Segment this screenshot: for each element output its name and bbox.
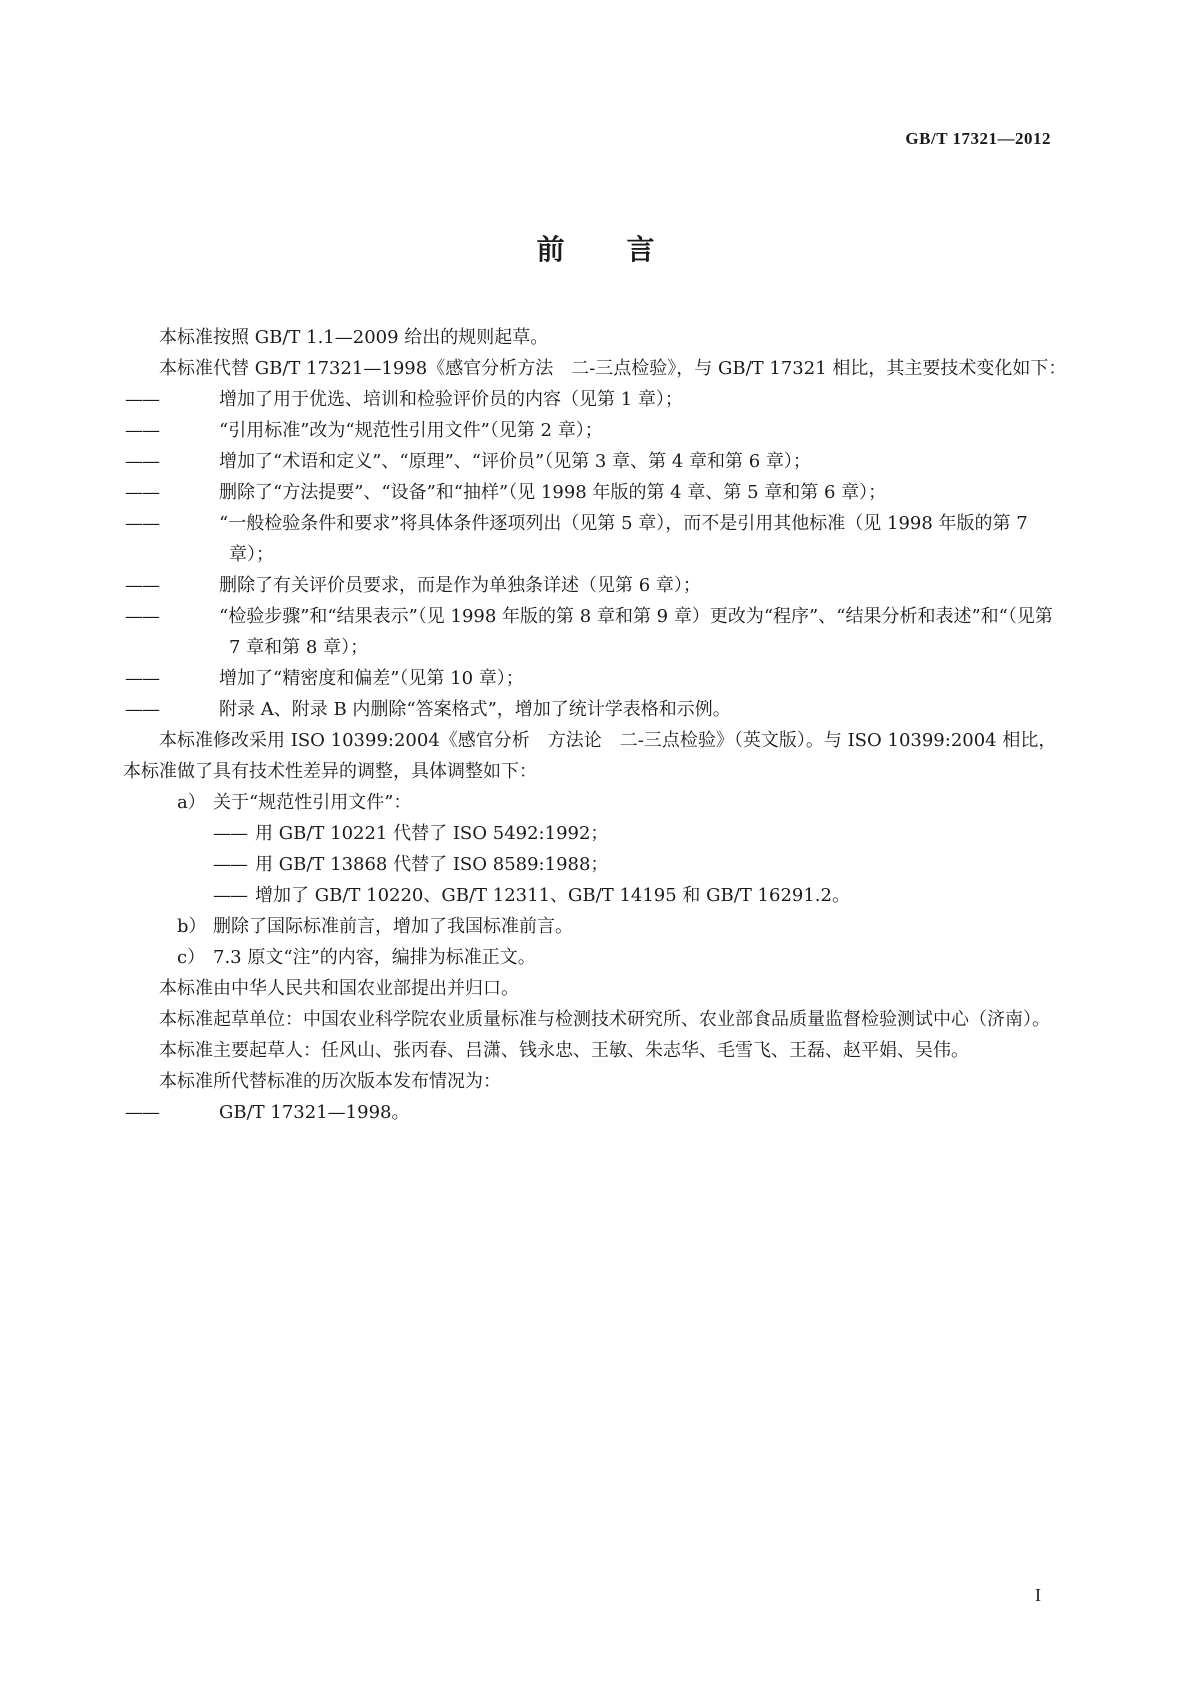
paragraph-replaces: 本标准代替 GB/T 17321—1998《感官分析方法 二-三点检验》，与 GB/T 17321 相比，其主要技术变化如下： (159, 358, 1067, 379)
change-item: —— 删除了有关评价员要求，而是作为单独条详述（见第 6 章）； (125, 575, 701, 596)
paragraph-history-intro: 本标准所代替标准的历次版本发布情况为： (159, 1071, 501, 1092)
change-item: —— 附录 A、附录 B 内删除“答案格式”，增加了统计学表格和示例。 (125, 699, 731, 720)
paragraph-proposer: 本标准由中华人民共和国农业部提出并归口。 (159, 978, 519, 999)
sub-item: —— 用 GB/T 13868 代替了 ISO 8589:1988； (213, 854, 609, 875)
standard-code: GB/T 17321—2012 (905, 129, 1051, 148)
paragraph-drafting-rules: 本标准按照 GB/T 1.1—2009 给出的规则起草。 (159, 327, 549, 348)
change-item: —— 增加了“术语和定义”、“原理”、“评价员”（见第 3 章、第 4 章和第 6 章）； (125, 451, 811, 472)
change-item: —— “一般检验条件和要求”将具体条件逐项列出（见第 5 章），而不是引用其他标准（见 1998 年版的第 7 章）； (125, 513, 1028, 565)
sub-item: —— 增加了 GB/T 10220、GB/T 12311、GB/T 14195 和 GB/T 16291.2。 (213, 885, 850, 906)
page-title (0, 228, 1191, 268)
paragraph-drafting-units: 本标准起草单位：中国农业科学院农业质量标准与检测技术研究所、农业部食品质量监督检验测试中心（济南）。 (159, 1009, 1050, 1030)
change-item: —— 删除了“方法提要”、“设备”和“抽样”（见 1998 年版的第 4 章、第 5 章和第 6 章）； (125, 482, 887, 503)
list-item-b: b） 删除了国际标准前言，增加了我国标准前言。 (177, 916, 573, 937)
change-item: —— “检验步骤”和“结果表示”（见 1998 年版的第 8 章和第 9 章）更改为“程序”、“结果分析和表述”和“（见第 7 章和第 8 章）； (125, 606, 1053, 658)
history-item: —— GB/T 17321—1998。 (125, 1102, 410, 1123)
change-item: —— “引用标准”改为“规范性引用文件”（见第 2 章）； (125, 420, 603, 441)
change-item: —— 增加了用于优选、培训和检验评价员的内容（见第 1 章）； (125, 389, 683, 410)
list-item-c: c） 7.3 原文“注”的内容，编排为标准正文。 (177, 947, 536, 968)
page-number: I (1035, 1585, 1041, 1605)
paragraph-adoption: 本标准修改采用 ISO 10399:2004《感官分析 方法论 二-三点检验》（英文版）。与 ISO 10399:2004 相比，本标准做了具有技术性差异的调整，具体调整如下： (123, 730, 1057, 782)
list-item-a: a） 关于“规范性引用文件”： (177, 792, 412, 813)
title-char-2: 言 (626, 233, 655, 266)
paragraph-drafters: 本标准主要起草人：任风山、张丙春、吕潇、钱永忠、王敏、朱志华、毛雪飞、王磊、赵平娟、吴伟。 (159, 1040, 969, 1061)
sub-item: —— 用 GB/T 10221 代替了 ISO 5492:1992； (213, 823, 609, 844)
title-char-1: 前 (536, 233, 565, 266)
change-item: —— 增加了“精密度和偏差”（见第 10 章）； (125, 668, 524, 689)
foreword-body (123, 322, 1068, 1128)
